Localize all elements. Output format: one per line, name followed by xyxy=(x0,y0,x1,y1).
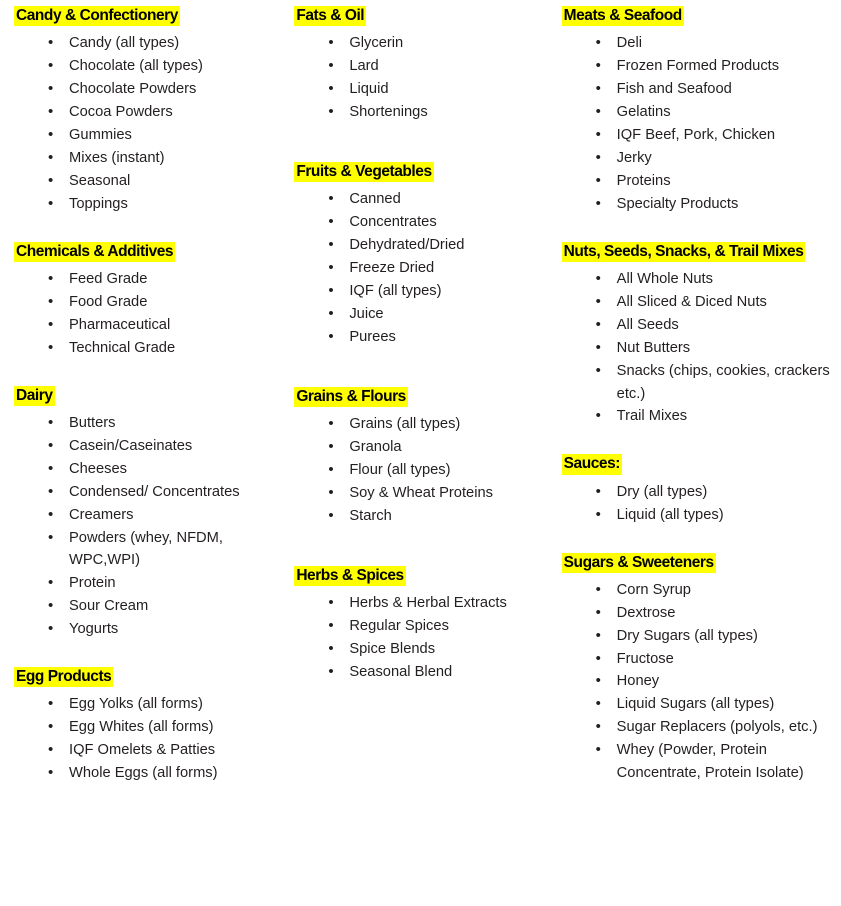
list-item: • Creamers xyxy=(48,504,286,527)
group-item-list xyxy=(294,592,561,684)
list-item: • Technical Grade xyxy=(48,337,286,360)
list-item: • IQF Omelets & Patties xyxy=(48,739,286,762)
list-item: • Casein/Caseinates xyxy=(48,435,286,458)
group-item-list xyxy=(294,32,561,124)
group-title: Fats & Oil xyxy=(294,6,366,26)
group-spacer xyxy=(294,353,561,387)
category-group-candy-confectionery xyxy=(14,6,286,216)
list-item: • Egg Yolks (all forms) xyxy=(48,693,286,716)
list-item: • Seasonal Blend xyxy=(328,661,561,684)
group-title: Sauces: xyxy=(562,454,622,474)
list-item: • Sour Cream xyxy=(48,595,286,618)
group-spacer xyxy=(562,220,833,242)
list-item: • Powders (whey, NFDM, WPC,WPI) xyxy=(48,527,286,573)
list-item: • Liquid (all types) xyxy=(596,504,833,527)
list-item: • Jerky xyxy=(596,147,833,170)
list-item: • Shortenings xyxy=(328,101,561,124)
group-item-list xyxy=(14,693,286,785)
list-item: • Fructose xyxy=(596,648,833,671)
list-item: • Honey xyxy=(596,670,833,693)
category-group-herbs-spices xyxy=(294,566,561,684)
list-item: • Gummies xyxy=(48,124,286,147)
list-item: • Concentrates xyxy=(328,211,561,234)
group-spacer xyxy=(562,432,833,454)
category-group-grains-flours xyxy=(294,387,561,528)
group-title: Meats & Seafood xyxy=(562,6,684,26)
list-item: • Regular Spices xyxy=(328,615,561,638)
list-item: • Whole Eggs (all forms) xyxy=(48,762,286,785)
group-title: Candy & Confectionery xyxy=(14,6,180,26)
category-columns xyxy=(8,6,833,789)
list-item: • Juice xyxy=(328,303,561,326)
list-item: • All Sliced & Diced Nuts xyxy=(596,291,833,314)
list-item: • Seasonal xyxy=(48,170,286,193)
list-item: • Cheeses xyxy=(48,458,286,481)
list-item: • Canned xyxy=(328,188,561,211)
list-item: • Specialty Products xyxy=(596,193,833,216)
list-item: • Purees xyxy=(328,326,561,349)
list-item: • Trail Mixes xyxy=(596,405,833,428)
list-item: • Yogurts xyxy=(48,618,286,641)
category-group-fruits-vegetables xyxy=(294,162,561,349)
group-spacer xyxy=(294,128,561,162)
list-item: • Protein xyxy=(48,572,286,595)
group-item-list xyxy=(562,481,833,527)
category-group-egg-products xyxy=(14,667,286,785)
category-group-chemicals-additives xyxy=(14,242,286,360)
group-title: Egg Products xyxy=(14,667,113,687)
group-title: Chemicals & Additives xyxy=(14,242,175,262)
list-item: • Glycerin xyxy=(328,32,561,55)
list-item: • Proteins xyxy=(596,170,833,193)
list-item: • Corn Syrup xyxy=(596,579,833,602)
group-title: Herbs & Spices xyxy=(294,566,405,586)
group-spacer xyxy=(14,364,286,386)
list-item: • Cocoa Powders xyxy=(48,101,286,124)
category-group-nuts-seeds-snacks-trail-mixes xyxy=(562,242,833,429)
list-item: • Nut Butters xyxy=(596,337,833,360)
group-title: Fruits & Vegetables xyxy=(294,162,433,182)
list-item: • Granola xyxy=(328,436,561,459)
list-item: • Sugar Replacers (polyols, etc.) xyxy=(596,716,833,739)
list-item: • Whey (Powder, Protein Concentrate, Protein Isolate) xyxy=(596,739,833,785)
list-item: • Dry Sugars (all types) xyxy=(596,625,833,648)
group-title: Grains & Flours xyxy=(294,387,408,407)
list-item: • All Seeds xyxy=(596,314,833,337)
list-item: • Dextrose xyxy=(596,602,833,625)
category-group-meats-seafood xyxy=(562,6,833,216)
group-title: Nuts, Seeds, Snacks, & Trail Mixes xyxy=(562,242,806,262)
group-spacer xyxy=(14,220,286,242)
list-item: • Herbs & Herbal Extracts xyxy=(328,592,561,615)
list-item: • Lard xyxy=(328,55,561,78)
list-item: • IQF (all types) xyxy=(328,280,561,303)
group-spacer xyxy=(14,645,286,667)
list-item: • Feed Grade xyxy=(48,268,286,291)
group-spacer xyxy=(562,531,833,553)
list-item: • Liquid xyxy=(328,78,561,101)
list-item: • All Whole Nuts xyxy=(596,268,833,291)
group-item-list xyxy=(14,32,286,215)
group-title: Sugars & Sweeteners xyxy=(562,553,716,573)
list-item: • Candy (all types) xyxy=(48,32,286,55)
list-item: • Spice Blends xyxy=(328,638,561,661)
column-right xyxy=(562,6,833,789)
list-item: • IQF Beef, Pork, Chicken xyxy=(596,124,833,147)
list-item: • Egg Whites (all forms) xyxy=(48,716,286,739)
group-title: Dairy xyxy=(14,386,55,406)
list-item: • Flour (all types) xyxy=(328,459,561,482)
list-item: • Condensed/ Concentrates xyxy=(48,481,286,504)
category-group-sauces xyxy=(562,454,833,526)
list-item: • Deli xyxy=(596,32,833,55)
list-item: • Liquid Sugars (all types) xyxy=(596,693,833,716)
list-item: • Dry (all types) xyxy=(596,481,833,504)
category-group-fats-oil xyxy=(294,6,561,124)
list-item: • Food Grade xyxy=(48,291,286,314)
group-item-list xyxy=(14,268,286,360)
list-item: • Grains (all types) xyxy=(328,413,561,436)
group-item-list xyxy=(562,579,833,785)
group-spacer xyxy=(294,532,561,566)
list-item: • Toppings xyxy=(48,193,286,216)
list-item: • Dehydrated/Dried xyxy=(328,234,561,257)
list-item: • Starch xyxy=(328,505,561,528)
group-item-list xyxy=(14,412,286,641)
list-item: • Butters xyxy=(48,412,286,435)
group-item-list xyxy=(562,268,833,428)
group-item-list xyxy=(294,413,561,528)
list-item: • Pharmaceutical xyxy=(48,314,286,337)
list-item: • Snacks (chips, cookies, crackers etc.) xyxy=(596,360,833,406)
category-group-sugars-sweeteners xyxy=(562,553,833,786)
list-item: • Soy & Wheat Proteins xyxy=(328,482,561,505)
list-item: • Chocolate (all types) xyxy=(48,55,286,78)
group-item-list xyxy=(294,188,561,348)
list-item: • Mixes (instant) xyxy=(48,147,286,170)
list-item: • Gelatins xyxy=(596,101,833,124)
list-item: • Frozen Formed Products xyxy=(596,55,833,78)
list-item: • Fish and Seafood xyxy=(596,78,833,101)
column-middle xyxy=(286,6,561,688)
category-group-dairy xyxy=(14,386,286,642)
list-item: • Freeze Dried xyxy=(328,257,561,280)
list-item: • Chocolate Powders xyxy=(48,78,286,101)
group-item-list xyxy=(562,32,833,215)
column-left xyxy=(8,6,286,789)
